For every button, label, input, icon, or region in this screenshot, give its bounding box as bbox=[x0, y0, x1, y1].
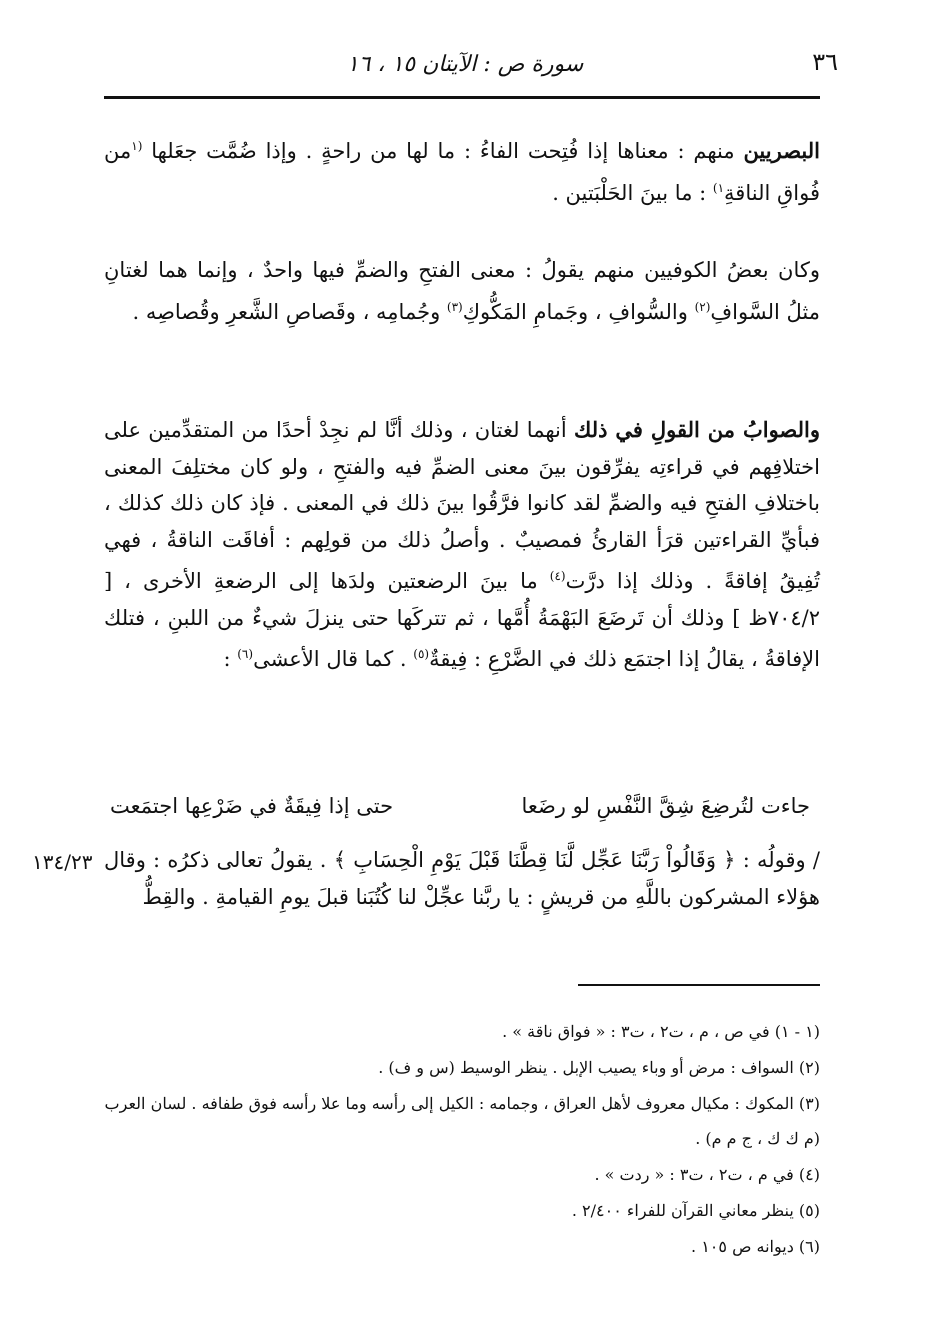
running-title: سورة ص : الآيتان ١٥ ، ١٦ bbox=[346, 52, 584, 77]
paragraph-3-text-d: : bbox=[223, 647, 231, 671]
footnote-ref-1-open: (١ bbox=[131, 139, 143, 153]
paragraph-4 bbox=[104, 842, 820, 915]
footnote-item: (٦) ديوانه ص ١٠٥ . bbox=[691, 1236, 820, 1256]
header-rule bbox=[104, 96, 820, 99]
footnote-ref-1-close: ١) bbox=[712, 180, 725, 195]
footnote-ref-5: (٥) bbox=[413, 647, 430, 661]
footnote-rule bbox=[578, 984, 820, 986]
footnote-item: (٤) في م ، ت٢ ، ت٣ : « ردت » . bbox=[594, 1165, 820, 1185]
paragraph-1-text-c: : ما بينَ الحَلْبَتين . bbox=[552, 180, 707, 205]
paragraph-3-lead: والصوابُ من القولِ في ذلك bbox=[574, 417, 821, 442]
verse-hemistich-2: جاءت لتُرضِعَ شِقَّ النَّفْسِ لو رضَعا bbox=[521, 794, 810, 818]
footnotes bbox=[104, 1014, 820, 1265]
footnote-ref-2: (٢) bbox=[694, 299, 711, 314]
paragraph-3 bbox=[104, 412, 820, 678]
footnote-item: (م ك ك ، ج م م) . bbox=[695, 1129, 820, 1149]
footnote-ref-3: (٣) bbox=[446, 299, 463, 314]
poetry-verse bbox=[110, 794, 810, 818]
paragraph-3-text-c: . كما قال الأعشى bbox=[253, 647, 407, 671]
paragraph-4-text: / وقولُه : ﴿ وَقَالُواْ رَبَّنَا عَجِّل لَّنَا قِطَّنَا قَبْلَ يَوْمِ الْحِسَابِ ﴾ . يقولُ تعالى ذكرُه : وقال هؤلاء المشركون باللَّهِ من قريشٍ : يا ربَّنا عجِّلْ لنا كُتُبَنا قبلَ يومِ القيامةِ . والقِطُّ bbox=[104, 848, 820, 909]
margin-reference: ١٣٤/٢٣ bbox=[32, 850, 93, 874]
verse-hemistich-1: حتى إذا فِيقَةٌ في ضَرْعِها اجتمَعت bbox=[110, 794, 394, 818]
footnote-item: (٢) السواف : مرض أو وباء يصيب الإبل . ينظر الوسيط (س و ف) . bbox=[378, 1057, 820, 1077]
page-number: ٣٦ bbox=[812, 48, 838, 76]
footnote-item: (١ - ١) في ص ، م ، ت٢ ، ت٣ : « فواق ناقة » . bbox=[502, 1022, 820, 1041]
paragraph-2-text-b: والسُّوافِ ، وجَمامِ المَكُّوكِ bbox=[462, 299, 688, 324]
footnote-ref-6: (٦) bbox=[237, 647, 254, 661]
footnote-ref-4: (٤) bbox=[549, 569, 566, 583]
footnote-item: (٣) المكوك : مكيال معروف لأهل العراق ، وجمامه : الكيل إلى رأسه وما علا رأسه فوق طفافه . لسان العرب bbox=[104, 1093, 820, 1113]
paragraph-1-lead: البصريين bbox=[743, 138, 820, 163]
paragraph-3-text-b: ما بينَ الرضعتين ولدَها إلى الرضعةِ الأخرى ، [ ٧٠٤/٢ظ ] وذلك أن تَرضَعَ البَهْمَةُ أُمَّها ، ثم تتركَها حتى ينزلَ شيءٌ من اللبنِ ، فتلك الإفاقةُ ، يقالُ إذا اجتمَع ذلك في الضَّرْعِ : فِيقةٌ bbox=[104, 569, 820, 671]
paragraph-1 bbox=[104, 128, 820, 211]
paragraph-1-text-b: من فُواقِ الناقةِ bbox=[104, 139, 820, 205]
paragraph-2-text-c: وجُمامِه ، وقَصاصِ الشَّعرِ وقُصاصِه . bbox=[132, 299, 441, 324]
paragraph-1-text: منهم : معناها إذا فُتِحت الفاءُ : ما لها من راحةٍ . وإذا ضُمَّت جعَلها bbox=[151, 139, 735, 163]
footnote-item: (٥) ينظر معاني القرآن للفراء ٢/٤٠٠ . bbox=[571, 1200, 820, 1220]
paragraph-3-text: أنهما لغتان ، وذلك أنَّا لم نجِدْ أحدًا من المتقدِّمين على اختلافِهم في قراءتِه يفرِّقون بينَ معنى الضمِّ فيه والفتحِ ، ولو كان مختلِفَ المعنى باختلافِ الفتحِ فيه والضمِّ لقد كانوا فرَّقُوا بينَ ذلك في المعنى . فإذ كان ذلك كذلك ، فبأيِّ القراءتين قرَأ القارئُ فمصيبٌ . وأصلُ ذلك من قولِهم : أفاقَت الناقةُ ، فهي تُفِيقُ إفاقةً . وذلك إذا درَّت bbox=[104, 418, 820, 593]
paragraph-2 bbox=[104, 252, 820, 330]
paragraph-2-text: وكان بعضُ الكوفيين منهم يقولُ : معنى الفتحِ والضمِّ فيها واحدٌ ، وإنما هما لغتانِ مثلُ السَّوافِ bbox=[104, 258, 820, 324]
